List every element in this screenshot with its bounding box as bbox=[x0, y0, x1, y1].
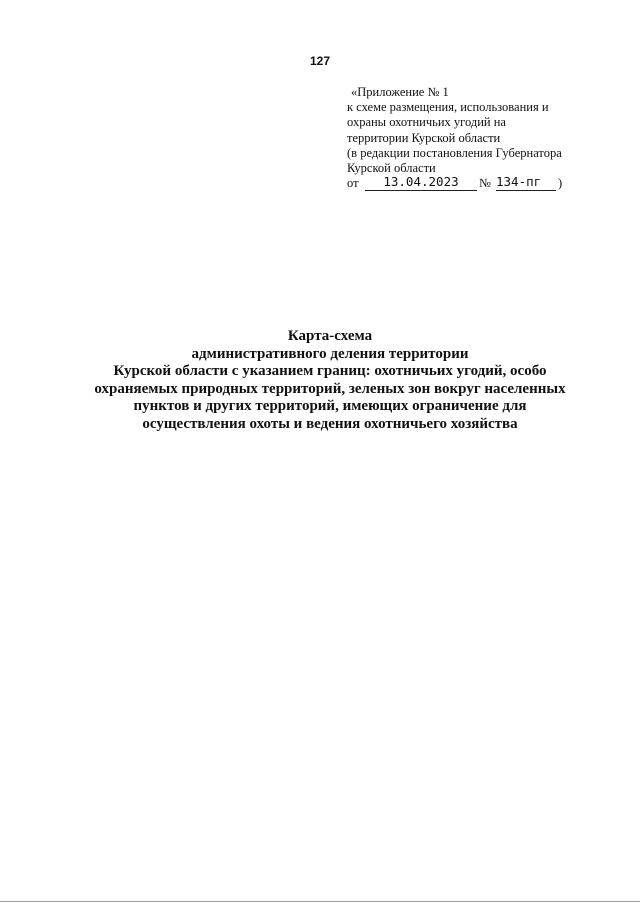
appendix-line: (в редакции постановления Губернатора bbox=[347, 145, 562, 160]
title-line: Курской области с указанием границ: охотничьих угодий, особо bbox=[113, 363, 547, 379]
title-line: Карта-схема bbox=[287, 328, 373, 344]
date-value: 13.04.2023 bbox=[365, 174, 477, 191]
title-line: административного деления территории bbox=[191, 345, 469, 362]
document-title bbox=[60, 328, 600, 433]
appendix-line: территории Курской области bbox=[347, 130, 501, 145]
title-line: охраняемых природных территорий, зеленых зон вокруг населенных bbox=[94, 380, 566, 397]
title-line: осуществления охоты и ведения охотничьего хозяйства bbox=[142, 415, 518, 432]
number-value: 134-пг bbox=[496, 174, 556, 191]
date-number-row bbox=[347, 176, 587, 192]
page-number: 127 bbox=[309, 54, 331, 68]
appendix-line: «Приложение № 1 bbox=[351, 85, 449, 99]
number-sign: № bbox=[479, 176, 491, 191]
appendix-line: Курской области bbox=[347, 161, 436, 176]
page-bottom-edge bbox=[0, 901, 640, 902]
title-line: пунктов и других территорий, имеющих ограничение для bbox=[133, 398, 527, 414]
date-prefix: от bbox=[347, 176, 359, 191]
appendix-line: к схеме размещения, использования и bbox=[347, 100, 549, 115]
appendix-block bbox=[347, 85, 587, 192]
closing-paren: ) bbox=[558, 176, 563, 191]
appendix-line: охраны охотничьих угодий на bbox=[347, 115, 506, 130]
